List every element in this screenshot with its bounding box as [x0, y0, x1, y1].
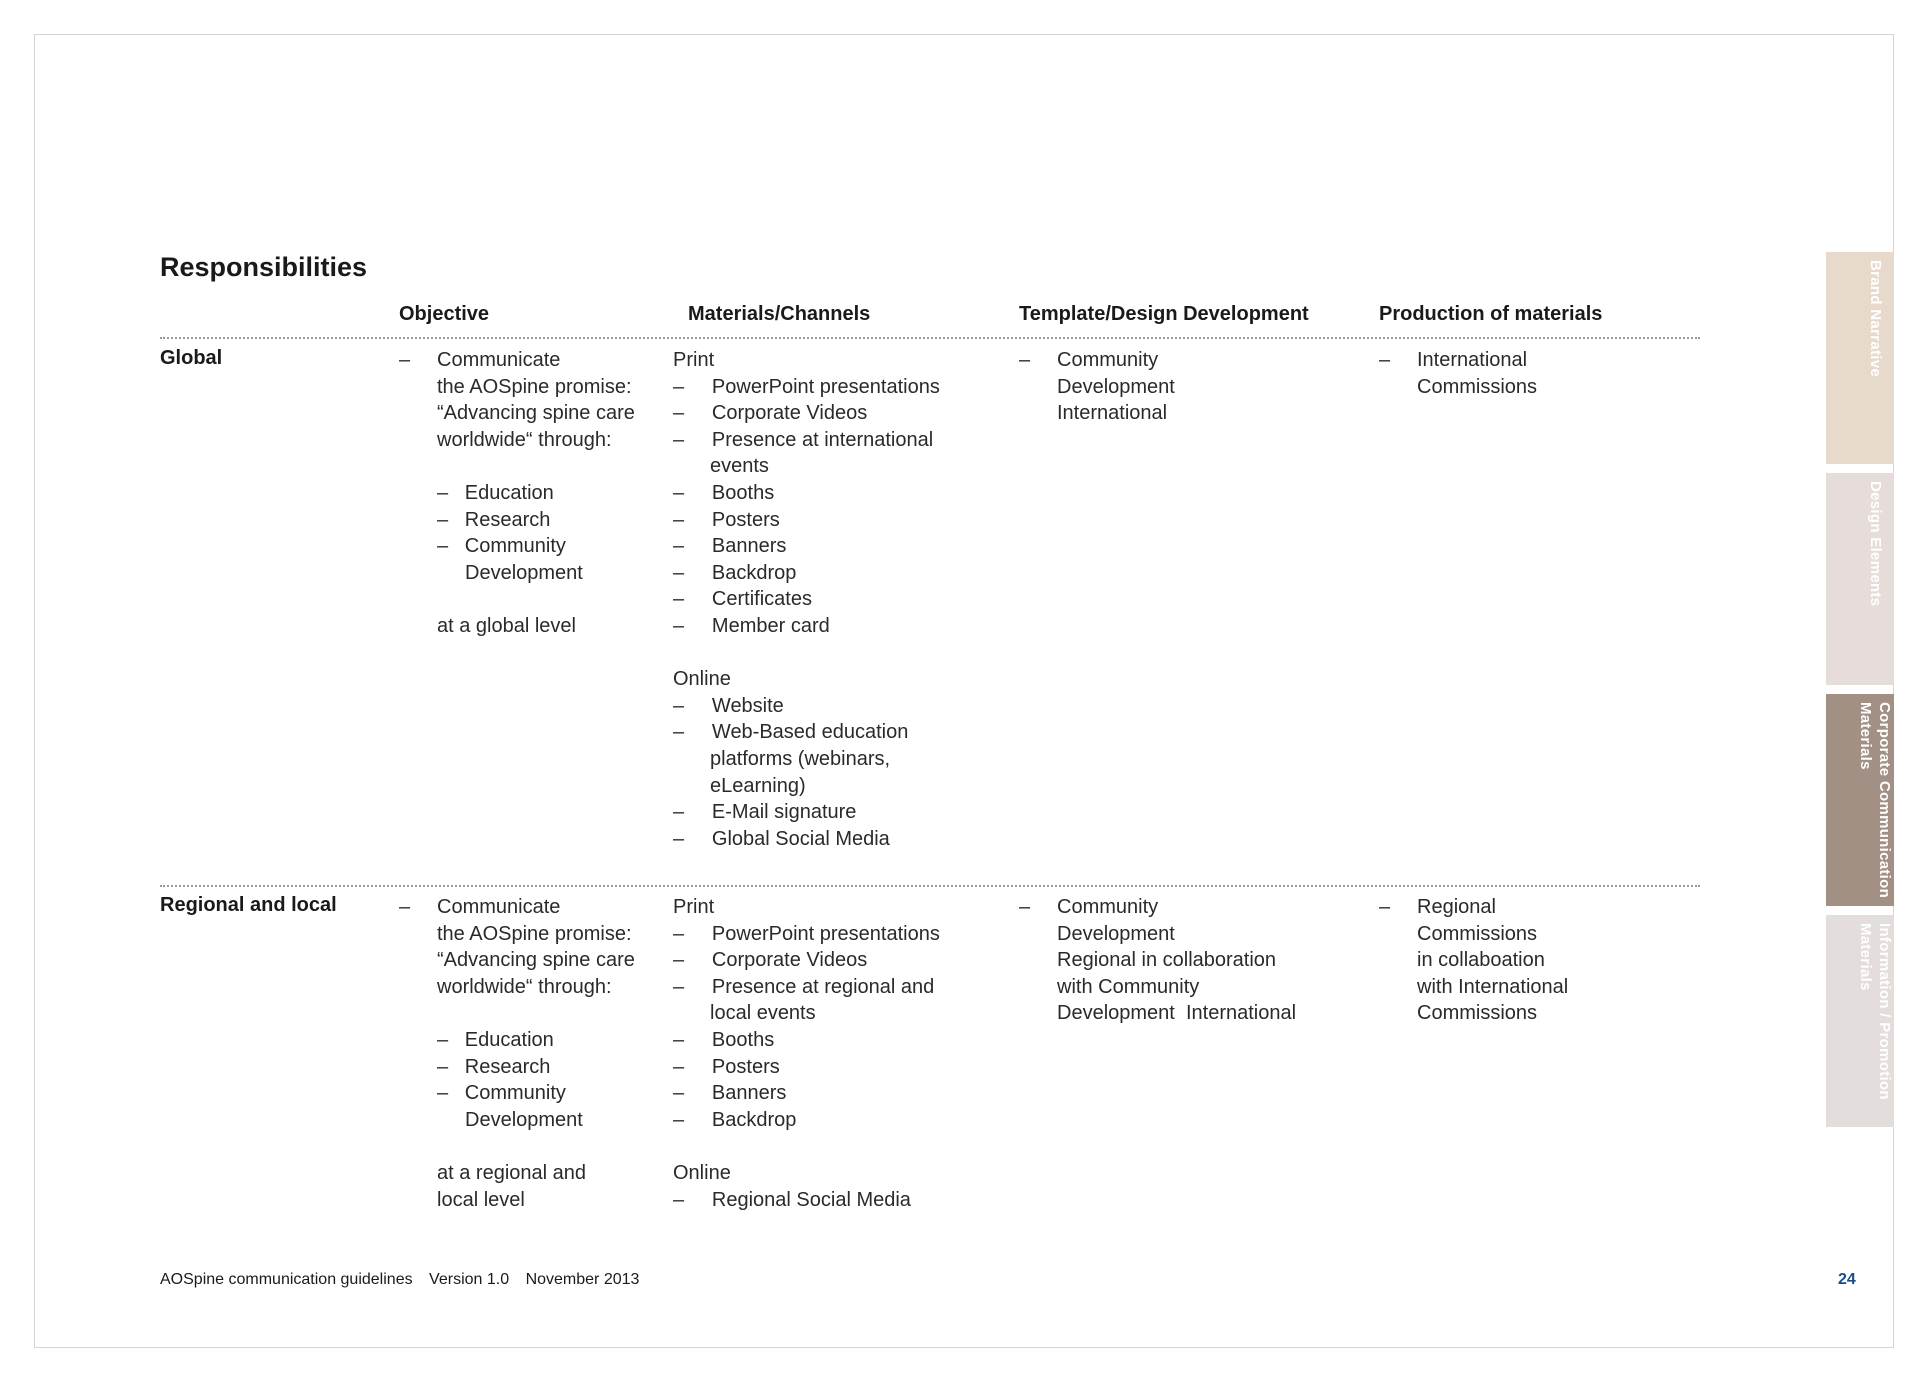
regional-template: Community Development Regional in collaboration with Community Development International: [1057, 896, 1297, 1025]
footer-doc-title: AOSpine communication guidelines: [160, 1271, 413, 1288]
page-title: Responsibilities: [160, 252, 368, 282]
dash: –: [1019, 896, 1031, 918]
side-tab-corporate-communication[interactable]: Corporate Communication Materials: [1826, 694, 1894, 906]
regional-production: Regional Commissions in collaboation with International Commissions: [1417, 896, 1569, 1025]
footer-date: November 2013: [525, 1271, 640, 1288]
page-number: 24: [1838, 1271, 1856, 1288]
side-tab-information-promotion[interactable]: Information / Promotion Materials: [1826, 915, 1894, 1127]
dash: –: [1019, 349, 1031, 371]
dash: –: [399, 349, 411, 371]
row-label-regional: Regional and local: [160, 894, 337, 916]
global-objective: Communicate the AOSpine promise: “Advancing spine care worldwide“ through: – Education – Research – Community Development at a global level: [437, 349, 635, 637]
footer-version: Version 1.0: [429, 1271, 510, 1288]
column-header-objective: Objective: [399, 303, 490, 325]
global-materials: Print – PowerPoint presentations – Corporate Videos – Presence at international events – Booths – Posters – Banners – Backdrop – Certificates – Member card Online – Website – Web-Based education platforms (webinars, eLearning) – E-Mail signature – Global Social Media: [673, 349, 940, 850]
footer: [160, 1271, 651, 1289]
regional-materials: Print – PowerPoint presentations – Corporate Videos – Presence at regional and local events – Booths – Posters – Banners – Backdrop Online – Regional Social Media: [673, 896, 940, 1211]
global-template: Community Development International: [1057, 349, 1175, 425]
column-header-template: Template/Design Development: [1019, 303, 1309, 325]
dash: –: [1379, 896, 1391, 918]
row-label-global: Global: [160, 347, 223, 369]
dash: –: [399, 896, 411, 918]
side-tab-brand-narrative[interactable]: Brand Narrative: [1826, 252, 1894, 464]
regional-objective: Communicate the AOSpine promise: “Advancing spine care worldwide“ through: – Education – Research – Community Development at a regional and local level: [437, 896, 635, 1211]
header-divider: [160, 337, 1700, 339]
global-production: International Commissions: [1417, 349, 1538, 398]
side-tab-design-elements[interactable]: Design Elements: [1826, 473, 1894, 685]
page-frame: [34, 34, 1894, 1348]
column-header-production: Production of materials: [1379, 303, 1603, 325]
column-header-materials: Materials/Channels: [688, 303, 871, 325]
dash: –: [1379, 349, 1391, 371]
row-divider: [160, 885, 1700, 887]
